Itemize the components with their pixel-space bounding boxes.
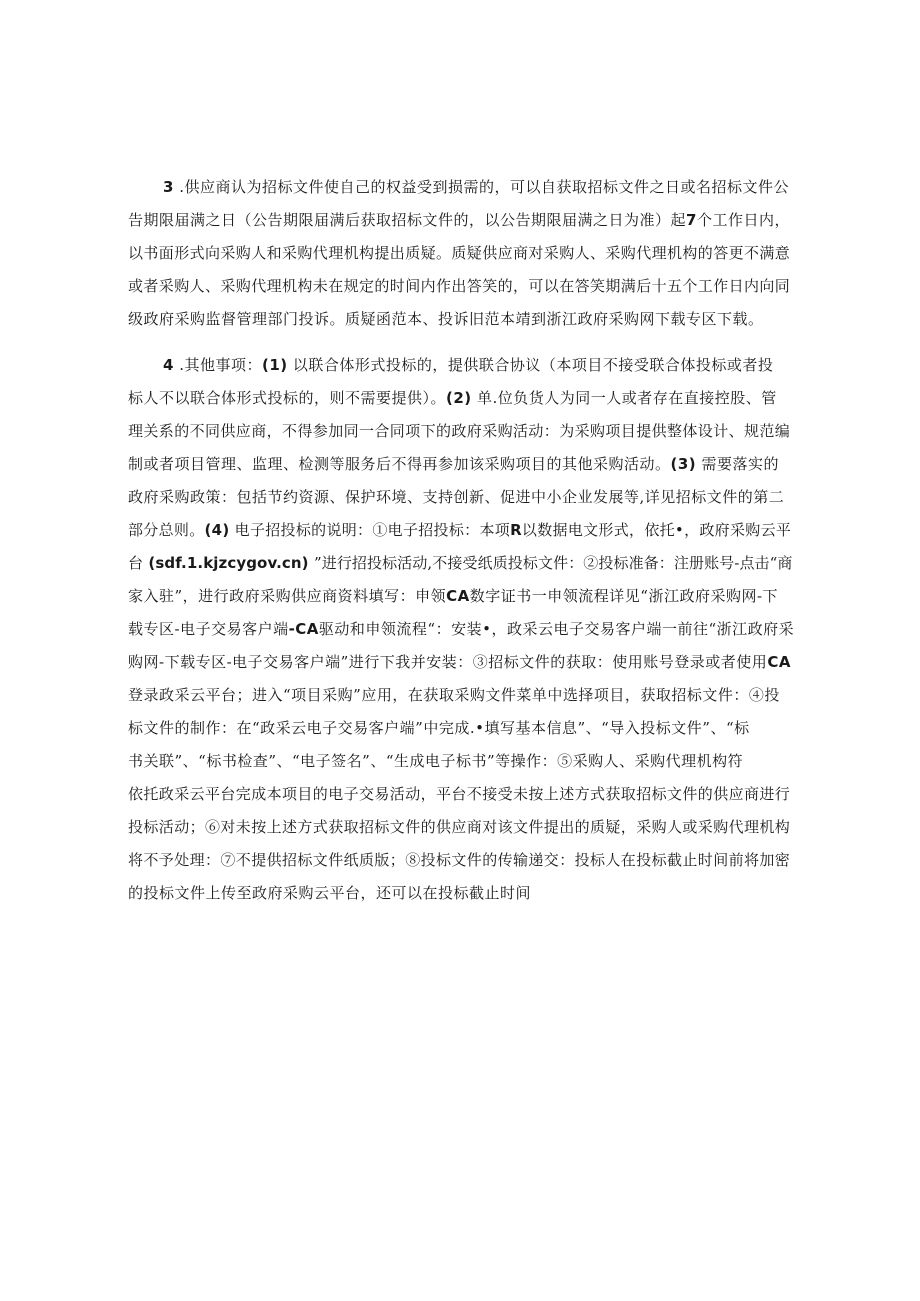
para4-line-12: 标文件的制作：在“政采云电子交易客户端”中完成.•填写基本信息”、“导入投标文件”、“标 — [128, 719, 750, 737]
para4-line-11: 登录政采云平台；进入“项目采购”应用，在获取采购文件菜单中选择项目，获取招标文件：④投 — [128, 686, 780, 704]
para4-line-6: 部分总则。(4) 电子招投标的说明：①电子招投标：本项R以数据电文形式，依托•，政府采购云平 — [128, 521, 792, 539]
item-number-3: 3 — [163, 178, 174, 196]
para4-line-17: 的投标文件上传至政府采购云平台，还可以在投标截止时间 — [128, 884, 532, 902]
para4-line-13: 书关联”、“标书检查”、“电子签名”、“生成电子标书”等操作：⑤采购人、采购代理机构符 — [128, 752, 744, 770]
platform-url: (sdf.1.kjzcygov.cn) — [143, 554, 314, 572]
para4-line-15: 投标活动；⑥对未按上述方式获取招标文件的供应商对该文件提出的质疑，采购人或采购代理机构 — [128, 818, 791, 836]
para4-line-4: 制或者项目管理、监理、检测等服务后不得再参加该采购项目的其他采购活动。(3) 需要落实的 — [128, 455, 779, 473]
para3-line-5: 级政府采购监督管理部门投诉。质疑函范本、投诉旧范本靖到浙江政府采购网下载专区下载。 — [128, 310, 764, 328]
item-number-4: 4 — [163, 356, 174, 374]
para4-line-9: 载专区-电子交易客户端-CA驱动和申领流程“：安装•，政采云电子交易客户端一前往“浙江政府采 — [128, 620, 795, 638]
para4-line-10: 购网-下载专区-电子交易客户端”进行下我并安装：③招标文件的获取：使用账号登录或者使用CA — [128, 653, 791, 671]
para3-line-3: 以书面形式向采购人和采购代理机构提出质疑。质疑供应商对采购人、采购代理机构的答更不满意 — [128, 244, 791, 262]
para3-line-2: 告期限届满之日（公告期限届满后获取招标文件的，以公告期限届满之日为准）起7个工作日内， — [128, 211, 790, 229]
para4-line-2: 标人不以联合体形式投标的，则不需要提供）。(2) 单.位负货人为同一人或者存在直接控股、管 — [128, 389, 777, 407]
para4-line-1: 4 .其他事项：(1) 以联合体形式投标的，提供联合协议（本项目不接受联合体投标或者投 — [163, 356, 774, 374]
para3-line-4: 或者采购人、采购代理机构未在规定的时间内作出答笑的，可以在答笑期满后十五个工作日内向同 — [128, 277, 791, 295]
para4-line-5: 政府采购政策：包括节约资源、保护环境、支持创新、促进中小企业发展等,详见招标文件的第二 — [128, 488, 785, 506]
para3-line-1: 3 .供应商认为招标文件使自己的权益受到损需的，可以自获取招标文件之日或名招标文件公 — [163, 178, 789, 196]
para4-line-16: 将不予处理：⑦不提供招标文件纸质版；⑧投标文件的传输递交：投标人在投标截止时间前将加密 — [128, 851, 791, 869]
para4-line-8: 家入驻”，进行政府采购供应商资料填写：申领CA数字证书一申领流程详见“浙江政府采购网-下 — [128, 587, 779, 605]
para4-line-3: 理关系的不同供应商，不得参加同一合同项下的政府采购活动：为采购项目提供整体设计、规范编 — [128, 422, 791, 440]
para4-line-14: 依托政采云平台完成本项目的电子交易活动，平台不接受未按上述方式获取招标文件的供应商进行 — [128, 785, 791, 803]
para4-line-7: 台 (sdf.1.kjzcygov.cn) ”进行招投标活动,不接受纸质投标文件：②投标准备：注册账号-点击“商 — [128, 554, 793, 572]
